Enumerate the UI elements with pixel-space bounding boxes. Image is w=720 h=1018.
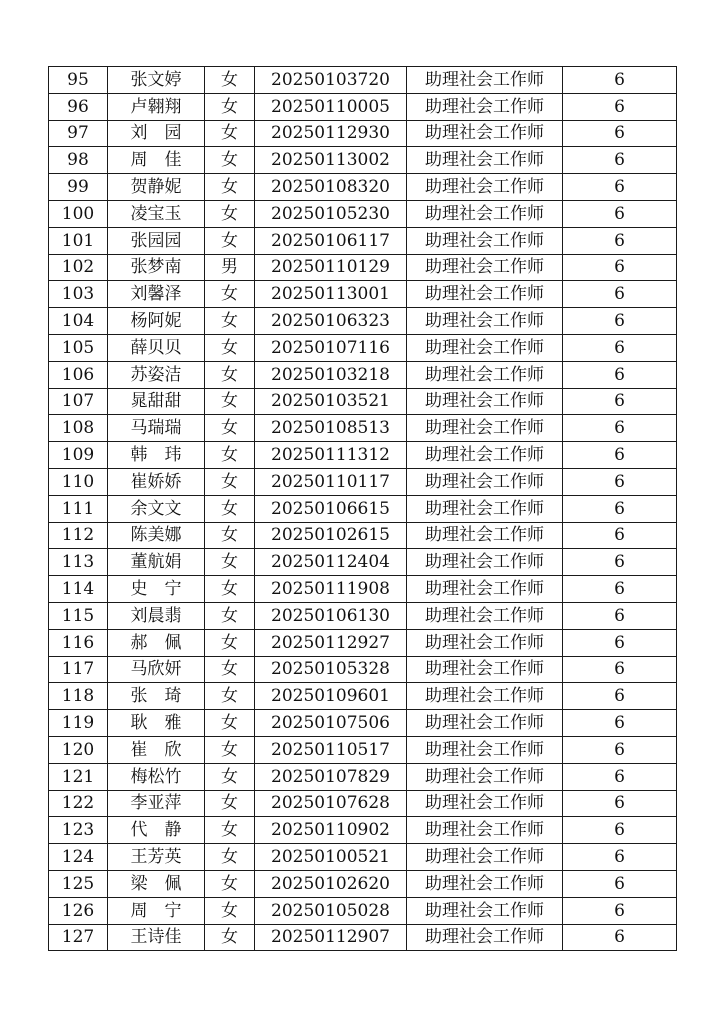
job-title-cell: 助理社会工作师 <box>407 227 563 254</box>
job-title-cell: 助理社会工作师 <box>407 200 563 227</box>
score-cell: 6 <box>563 361 677 388</box>
table-row <box>49 442 677 469</box>
gender-cell: 女 <box>205 67 255 94</box>
name-cell: 崔 欣 <box>108 736 205 763</box>
exam-id-cell: 20250110005 <box>255 93 407 120</box>
row-number-cell: 126 <box>49 897 108 924</box>
score-cell: 6 <box>563 334 677 361</box>
row-number-cell: 110 <box>49 468 108 495</box>
table-row <box>49 602 677 629</box>
name-cell: 凌宝玉 <box>108 200 205 227</box>
gender-cell: 女 <box>205 763 255 790</box>
table-row <box>49 763 677 790</box>
table-row <box>49 522 677 549</box>
table-row <box>49 468 677 495</box>
job-title-cell: 助理社会工作师 <box>407 468 563 495</box>
job-title-cell: 助理社会工作师 <box>407 415 563 442</box>
job-title-cell: 助理社会工作师 <box>407 710 563 737</box>
job-title-cell: 助理社会工作师 <box>407 870 563 897</box>
table-row <box>49 93 677 120</box>
exam-id-cell: 20250105028 <box>255 897 407 924</box>
score-cell: 6 <box>563 790 677 817</box>
exam-id-cell: 20250107116 <box>255 334 407 361</box>
row-number-cell: 112 <box>49 522 108 549</box>
gender-cell: 女 <box>205 844 255 871</box>
score-cell: 6 <box>563 120 677 147</box>
row-number-cell: 114 <box>49 576 108 603</box>
job-title-cell: 助理社会工作师 <box>407 495 563 522</box>
name-cell: 崔娇娇 <box>108 468 205 495</box>
table-row <box>49 67 677 94</box>
exam-id-cell: 20250100521 <box>255 844 407 871</box>
gender-cell: 女 <box>205 415 255 442</box>
job-title-cell: 助理社会工作师 <box>407 254 563 281</box>
exam-id-cell: 20250110902 <box>255 817 407 844</box>
table-row <box>49 736 677 763</box>
score-cell: 6 <box>563 281 677 308</box>
score-cell: 6 <box>563 200 677 227</box>
row-number-cell: 99 <box>49 174 108 201</box>
gender-cell: 女 <box>205 629 255 656</box>
table-body <box>49 67 677 951</box>
name-cell: 马欣妍 <box>108 656 205 683</box>
gender-cell: 女 <box>205 468 255 495</box>
job-title-cell: 助理社会工作师 <box>407 924 563 951</box>
name-cell: 杨阿妮 <box>108 308 205 335</box>
name-cell: 耿 雅 <box>108 710 205 737</box>
gender-cell: 女 <box>205 924 255 951</box>
score-cell: 6 <box>563 93 677 120</box>
job-title-cell: 助理社会工作师 <box>407 442 563 469</box>
row-number-cell: 100 <box>49 200 108 227</box>
name-cell: 卢翱翔 <box>108 93 205 120</box>
name-cell: 王芳英 <box>108 844 205 871</box>
exam-id-cell: 20250112907 <box>255 924 407 951</box>
row-number-cell: 124 <box>49 844 108 871</box>
gender-cell: 女 <box>205 281 255 308</box>
score-cell: 6 <box>563 683 677 710</box>
gender-cell: 女 <box>205 93 255 120</box>
row-number-cell: 101 <box>49 227 108 254</box>
gender-cell: 女 <box>205 897 255 924</box>
name-cell: 韩 玮 <box>108 442 205 469</box>
gender-cell: 女 <box>205 710 255 737</box>
exam-id-cell: 20250103720 <box>255 67 407 94</box>
row-number-cell: 98 <box>49 147 108 174</box>
score-cell: 6 <box>563 254 677 281</box>
exam-id-cell: 20250107829 <box>255 763 407 790</box>
gender-cell: 女 <box>205 174 255 201</box>
job-title-cell: 助理社会工作师 <box>407 629 563 656</box>
gender-cell: 女 <box>205 308 255 335</box>
row-number-cell: 116 <box>49 629 108 656</box>
score-cell: 6 <box>563 468 677 495</box>
score-cell: 6 <box>563 817 677 844</box>
score-cell: 6 <box>563 415 677 442</box>
name-cell: 刘馨泽 <box>108 281 205 308</box>
table-row <box>49 147 677 174</box>
table-row <box>49 790 677 817</box>
gender-cell: 女 <box>205 388 255 415</box>
score-cell: 6 <box>563 763 677 790</box>
score-cell: 6 <box>563 576 677 603</box>
score-cell: 6 <box>563 227 677 254</box>
table-row <box>49 817 677 844</box>
name-cell: 张文婷 <box>108 67 205 94</box>
name-cell: 薛贝贝 <box>108 334 205 361</box>
gender-cell: 女 <box>205 576 255 603</box>
gender-cell: 女 <box>205 522 255 549</box>
name-cell: 史 宁 <box>108 576 205 603</box>
exam-id-cell: 20250105328 <box>255 656 407 683</box>
name-cell: 刘 园 <box>108 120 205 147</box>
gender-cell: 女 <box>205 790 255 817</box>
exam-id-cell: 20250112404 <box>255 549 407 576</box>
exam-id-cell: 20250108320 <box>255 174 407 201</box>
row-number-cell: 95 <box>49 67 108 94</box>
gender-cell: 女 <box>205 870 255 897</box>
gender-cell: 女 <box>205 602 255 629</box>
exam-id-cell: 20250106323 <box>255 308 407 335</box>
exam-id-cell: 20250110117 <box>255 468 407 495</box>
row-number-cell: 104 <box>49 308 108 335</box>
name-cell: 张梦南 <box>108 254 205 281</box>
table-row <box>49 844 677 871</box>
score-cell: 6 <box>563 602 677 629</box>
exam-id-cell: 20250110517 <box>255 736 407 763</box>
name-cell: 余文文 <box>108 495 205 522</box>
exam-id-cell: 20250113001 <box>255 281 407 308</box>
job-title-cell: 助理社会工作师 <box>407 120 563 147</box>
gender-cell: 女 <box>205 549 255 576</box>
exam-id-cell: 20250106615 <box>255 495 407 522</box>
table-row <box>49 576 677 603</box>
gender-cell: 女 <box>205 227 255 254</box>
row-number-cell: 121 <box>49 763 108 790</box>
score-cell: 6 <box>563 522 677 549</box>
gender-cell: 女 <box>205 147 255 174</box>
name-cell: 马瑞瑞 <box>108 415 205 442</box>
table-row <box>49 549 677 576</box>
score-cell: 6 <box>563 147 677 174</box>
table-row <box>49 870 677 897</box>
row-number-cell: 109 <box>49 442 108 469</box>
job-title-cell: 助理社会工作师 <box>407 817 563 844</box>
row-number-cell: 103 <box>49 281 108 308</box>
job-title-cell: 助理社会工作师 <box>407 147 563 174</box>
exam-id-cell: 20250103521 <box>255 388 407 415</box>
name-cell: 周 宁 <box>108 897 205 924</box>
score-cell: 6 <box>563 656 677 683</box>
job-title-cell: 助理社会工作师 <box>407 174 563 201</box>
row-number-cell: 125 <box>49 870 108 897</box>
score-cell: 6 <box>563 844 677 871</box>
score-cell: 6 <box>563 442 677 469</box>
name-cell: 贺静妮 <box>108 174 205 201</box>
name-cell: 张园园 <box>108 227 205 254</box>
table-row <box>49 495 677 522</box>
table-row <box>49 120 677 147</box>
gender-cell: 女 <box>205 683 255 710</box>
row-number-cell: 120 <box>49 736 108 763</box>
table-row <box>49 924 677 951</box>
score-cell: 6 <box>563 924 677 951</box>
name-cell: 周 佳 <box>108 147 205 174</box>
score-cell: 6 <box>563 870 677 897</box>
row-number-cell: 96 <box>49 93 108 120</box>
exam-id-cell: 20250102620 <box>255 870 407 897</box>
name-cell: 晁甜甜 <box>108 388 205 415</box>
score-cell: 6 <box>563 388 677 415</box>
table-row <box>49 174 677 201</box>
score-cell: 6 <box>563 549 677 576</box>
name-cell: 梅松竹 <box>108 763 205 790</box>
name-cell: 张 琦 <box>108 683 205 710</box>
exam-id-cell: 20250112927 <box>255 629 407 656</box>
table-row <box>49 629 677 656</box>
name-cell: 梁 佩 <box>108 870 205 897</box>
table-row <box>49 415 677 442</box>
job-title-cell: 助理社会工作师 <box>407 334 563 361</box>
table-row <box>49 308 677 335</box>
score-cell: 6 <box>563 629 677 656</box>
job-title-cell: 助理社会工作师 <box>407 897 563 924</box>
gender-cell: 女 <box>205 361 255 388</box>
job-title-cell: 助理社会工作师 <box>407 763 563 790</box>
exam-id-cell: 20250109601 <box>255 683 407 710</box>
job-title-cell: 助理社会工作师 <box>407 281 563 308</box>
exam-id-cell: 20250103218 <box>255 361 407 388</box>
gender-cell: 女 <box>205 200 255 227</box>
exam-id-cell: 20250113002 <box>255 147 407 174</box>
job-title-cell: 助理社会工作师 <box>407 844 563 871</box>
name-cell: 王诗佳 <box>108 924 205 951</box>
name-cell: 苏姿洁 <box>108 361 205 388</box>
job-title-cell: 助理社会工作师 <box>407 93 563 120</box>
gender-cell: 女 <box>205 656 255 683</box>
name-cell: 陈美娜 <box>108 522 205 549</box>
score-cell: 6 <box>563 308 677 335</box>
score-cell: 6 <box>563 736 677 763</box>
gender-cell: 男 <box>205 254 255 281</box>
row-number-cell: 127 <box>49 924 108 951</box>
exam-id-cell: 20250107628 <box>255 790 407 817</box>
gender-cell: 女 <box>205 442 255 469</box>
exam-id-cell: 20250106117 <box>255 227 407 254</box>
row-number-cell: 111 <box>49 495 108 522</box>
job-title-cell: 助理社会工作师 <box>407 522 563 549</box>
gender-cell: 女 <box>205 817 255 844</box>
name-cell: 李亚萍 <box>108 790 205 817</box>
job-title-cell: 助理社会工作师 <box>407 388 563 415</box>
table-row <box>49 361 677 388</box>
name-cell: 刘晨翡 <box>108 602 205 629</box>
row-number-cell: 118 <box>49 683 108 710</box>
table-row <box>49 683 677 710</box>
exam-id-cell: 20250112930 <box>255 120 407 147</box>
job-title-cell: 助理社会工作师 <box>407 549 563 576</box>
name-cell: 代 静 <box>108 817 205 844</box>
job-title-cell: 助理社会工作师 <box>407 683 563 710</box>
table-row <box>49 710 677 737</box>
row-number-cell: 123 <box>49 817 108 844</box>
table-row <box>49 388 677 415</box>
gender-cell: 女 <box>205 120 255 147</box>
exam-id-cell: 20250110129 <box>255 254 407 281</box>
row-number-cell: 106 <box>49 361 108 388</box>
row-number-cell: 122 <box>49 790 108 817</box>
name-cell: 郝 佩 <box>108 629 205 656</box>
row-number-cell: 108 <box>49 415 108 442</box>
row-number-cell: 119 <box>49 710 108 737</box>
job-title-cell: 助理社会工作师 <box>407 736 563 763</box>
job-title-cell: 助理社会工作师 <box>407 656 563 683</box>
table-row <box>49 656 677 683</box>
job-title-cell: 助理社会工作师 <box>407 790 563 817</box>
exam-id-cell: 20250111312 <box>255 442 407 469</box>
exam-id-cell: 20250107506 <box>255 710 407 737</box>
row-number-cell: 113 <box>49 549 108 576</box>
exam-id-cell: 20250111908 <box>255 576 407 603</box>
score-cell: 6 <box>563 495 677 522</box>
score-cell: 6 <box>563 897 677 924</box>
gender-cell: 女 <box>205 495 255 522</box>
score-cell: 6 <box>563 67 677 94</box>
table-row <box>49 281 677 308</box>
job-title-cell: 助理社会工作师 <box>407 308 563 335</box>
row-number-cell: 115 <box>49 602 108 629</box>
row-number-cell: 97 <box>49 120 108 147</box>
table-row <box>49 200 677 227</box>
job-title-cell: 助理社会工作师 <box>407 576 563 603</box>
name-cell: 董航娟 <box>108 549 205 576</box>
row-number-cell: 117 <box>49 656 108 683</box>
results-table <box>48 66 677 951</box>
score-cell: 6 <box>563 174 677 201</box>
row-number-cell: 102 <box>49 254 108 281</box>
job-title-cell: 助理社会工作师 <box>407 602 563 629</box>
table-row <box>49 897 677 924</box>
exam-id-cell: 20250106130 <box>255 602 407 629</box>
row-number-cell: 105 <box>49 334 108 361</box>
table-row <box>49 227 677 254</box>
exam-id-cell: 20250108513 <box>255 415 407 442</box>
score-cell: 6 <box>563 710 677 737</box>
table-row <box>49 254 677 281</box>
gender-cell: 女 <box>205 334 255 361</box>
row-number-cell: 107 <box>49 388 108 415</box>
exam-id-cell: 20250105230 <box>255 200 407 227</box>
table-row <box>49 334 677 361</box>
job-title-cell: 助理社会工作师 <box>407 67 563 94</box>
exam-id-cell: 20250102615 <box>255 522 407 549</box>
job-title-cell: 助理社会工作师 <box>407 361 563 388</box>
gender-cell: 女 <box>205 736 255 763</box>
